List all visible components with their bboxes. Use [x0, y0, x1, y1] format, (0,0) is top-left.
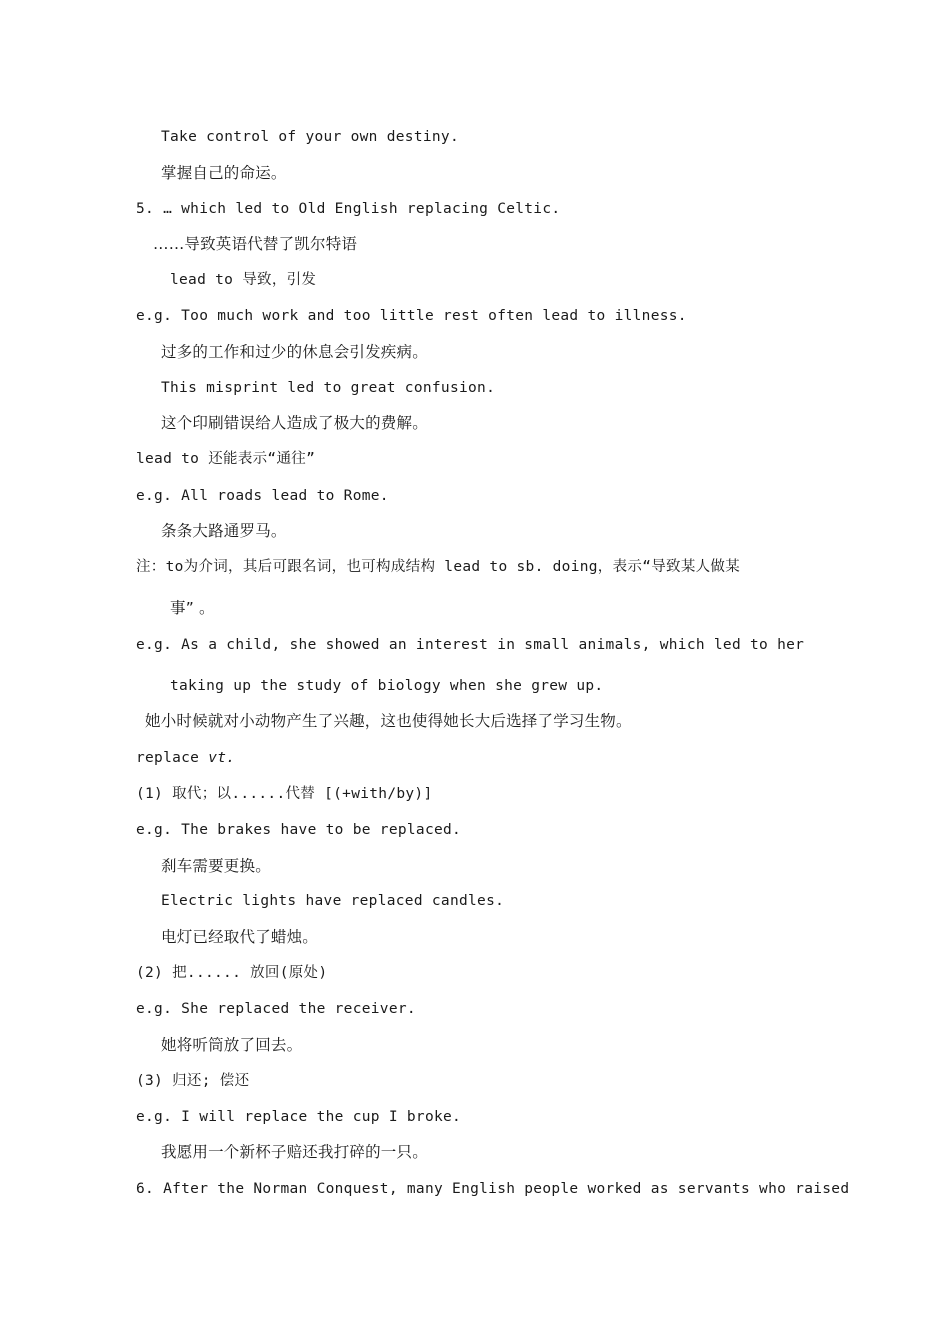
example-cup: e.g. I will replace the cup I broke.: [136, 1109, 462, 1125]
translation-misprint: 这个印刷错误给人造成了极大的费解。: [161, 414, 428, 432]
example-receiver: e.g. She replaced the receiver.: [136, 1001, 416, 1017]
example-misprint: This misprint led to great confusion.: [161, 380, 496, 396]
translation-brakes: 刹车需要更换。: [161, 857, 271, 875]
lead-to-note: lead to 还能表示“通往”: [136, 451, 316, 467]
translation-illness: 过多的工作和过少的休息会引发疾病。: [161, 343, 428, 361]
example-illness: e.g. Too much work and too little rest often lead to illness.: [136, 308, 687, 324]
phrase-lead-to: lead to 导致，引发: [170, 272, 317, 288]
translation-destiny: 掌握自己的命运。: [161, 164, 287, 182]
example-biology: e.g. As a child, she showed an interest in small animals, which led to her: [136, 637, 805, 653]
item-5-heading: 5. … which led to Old English replacing Celtic.: [136, 201, 561, 217]
headword-word: replace: [136, 750, 209, 766]
translation-receiver: 她将听筒放了回去。: [161, 1036, 303, 1054]
example-biology-continued: taking up the study of biology when she grew up.: [170, 678, 604, 694]
sense-2: (2) 把...... 放回(原处): [136, 965, 328, 981]
sense-1: (1) 取代；以......代替 [(+with/by)]: [136, 786, 433, 802]
example-sentence-destiny: Take control of your own destiny.: [161, 129, 459, 145]
item-5-translation: ……导致英语代替了凯尔特语: [153, 235, 358, 253]
example-brakes: e.g. The brakes have to be replaced.: [136, 822, 462, 838]
translation-candles: 电灯已经取代了蜡烛。: [161, 928, 319, 946]
item-6-heading: 6. After the Norman Conquest, many English people worked as servants who raised: [136, 1181, 850, 1197]
example-candles: Electric lights have replaced candles.: [161, 893, 505, 909]
translation-rome: 条条大路通罗马。: [161, 522, 287, 540]
translation-biology: 她小时候就对小动物产生了兴趣，这也使得她长大后选择了学习生物。: [145, 712, 632, 730]
grammar-note-continued: 事” 。: [170, 599, 215, 617]
grammar-note: 注：to为介词，其后可跟名词，也可构成结构 lead to sb. doing，表示“导致某人做某: [136, 559, 741, 575]
example-rome: e.g. All roads lead to Rome.: [136, 488, 389, 504]
sense-3: (3) 归还; 偿还: [136, 1073, 250, 1089]
translation-cup: 我愿用一个新杯子赔还我打碎的一只。: [161, 1143, 428, 1161]
part-of-speech: vt.: [208, 750, 236, 766]
headword-replace: [136, 748, 235, 768]
